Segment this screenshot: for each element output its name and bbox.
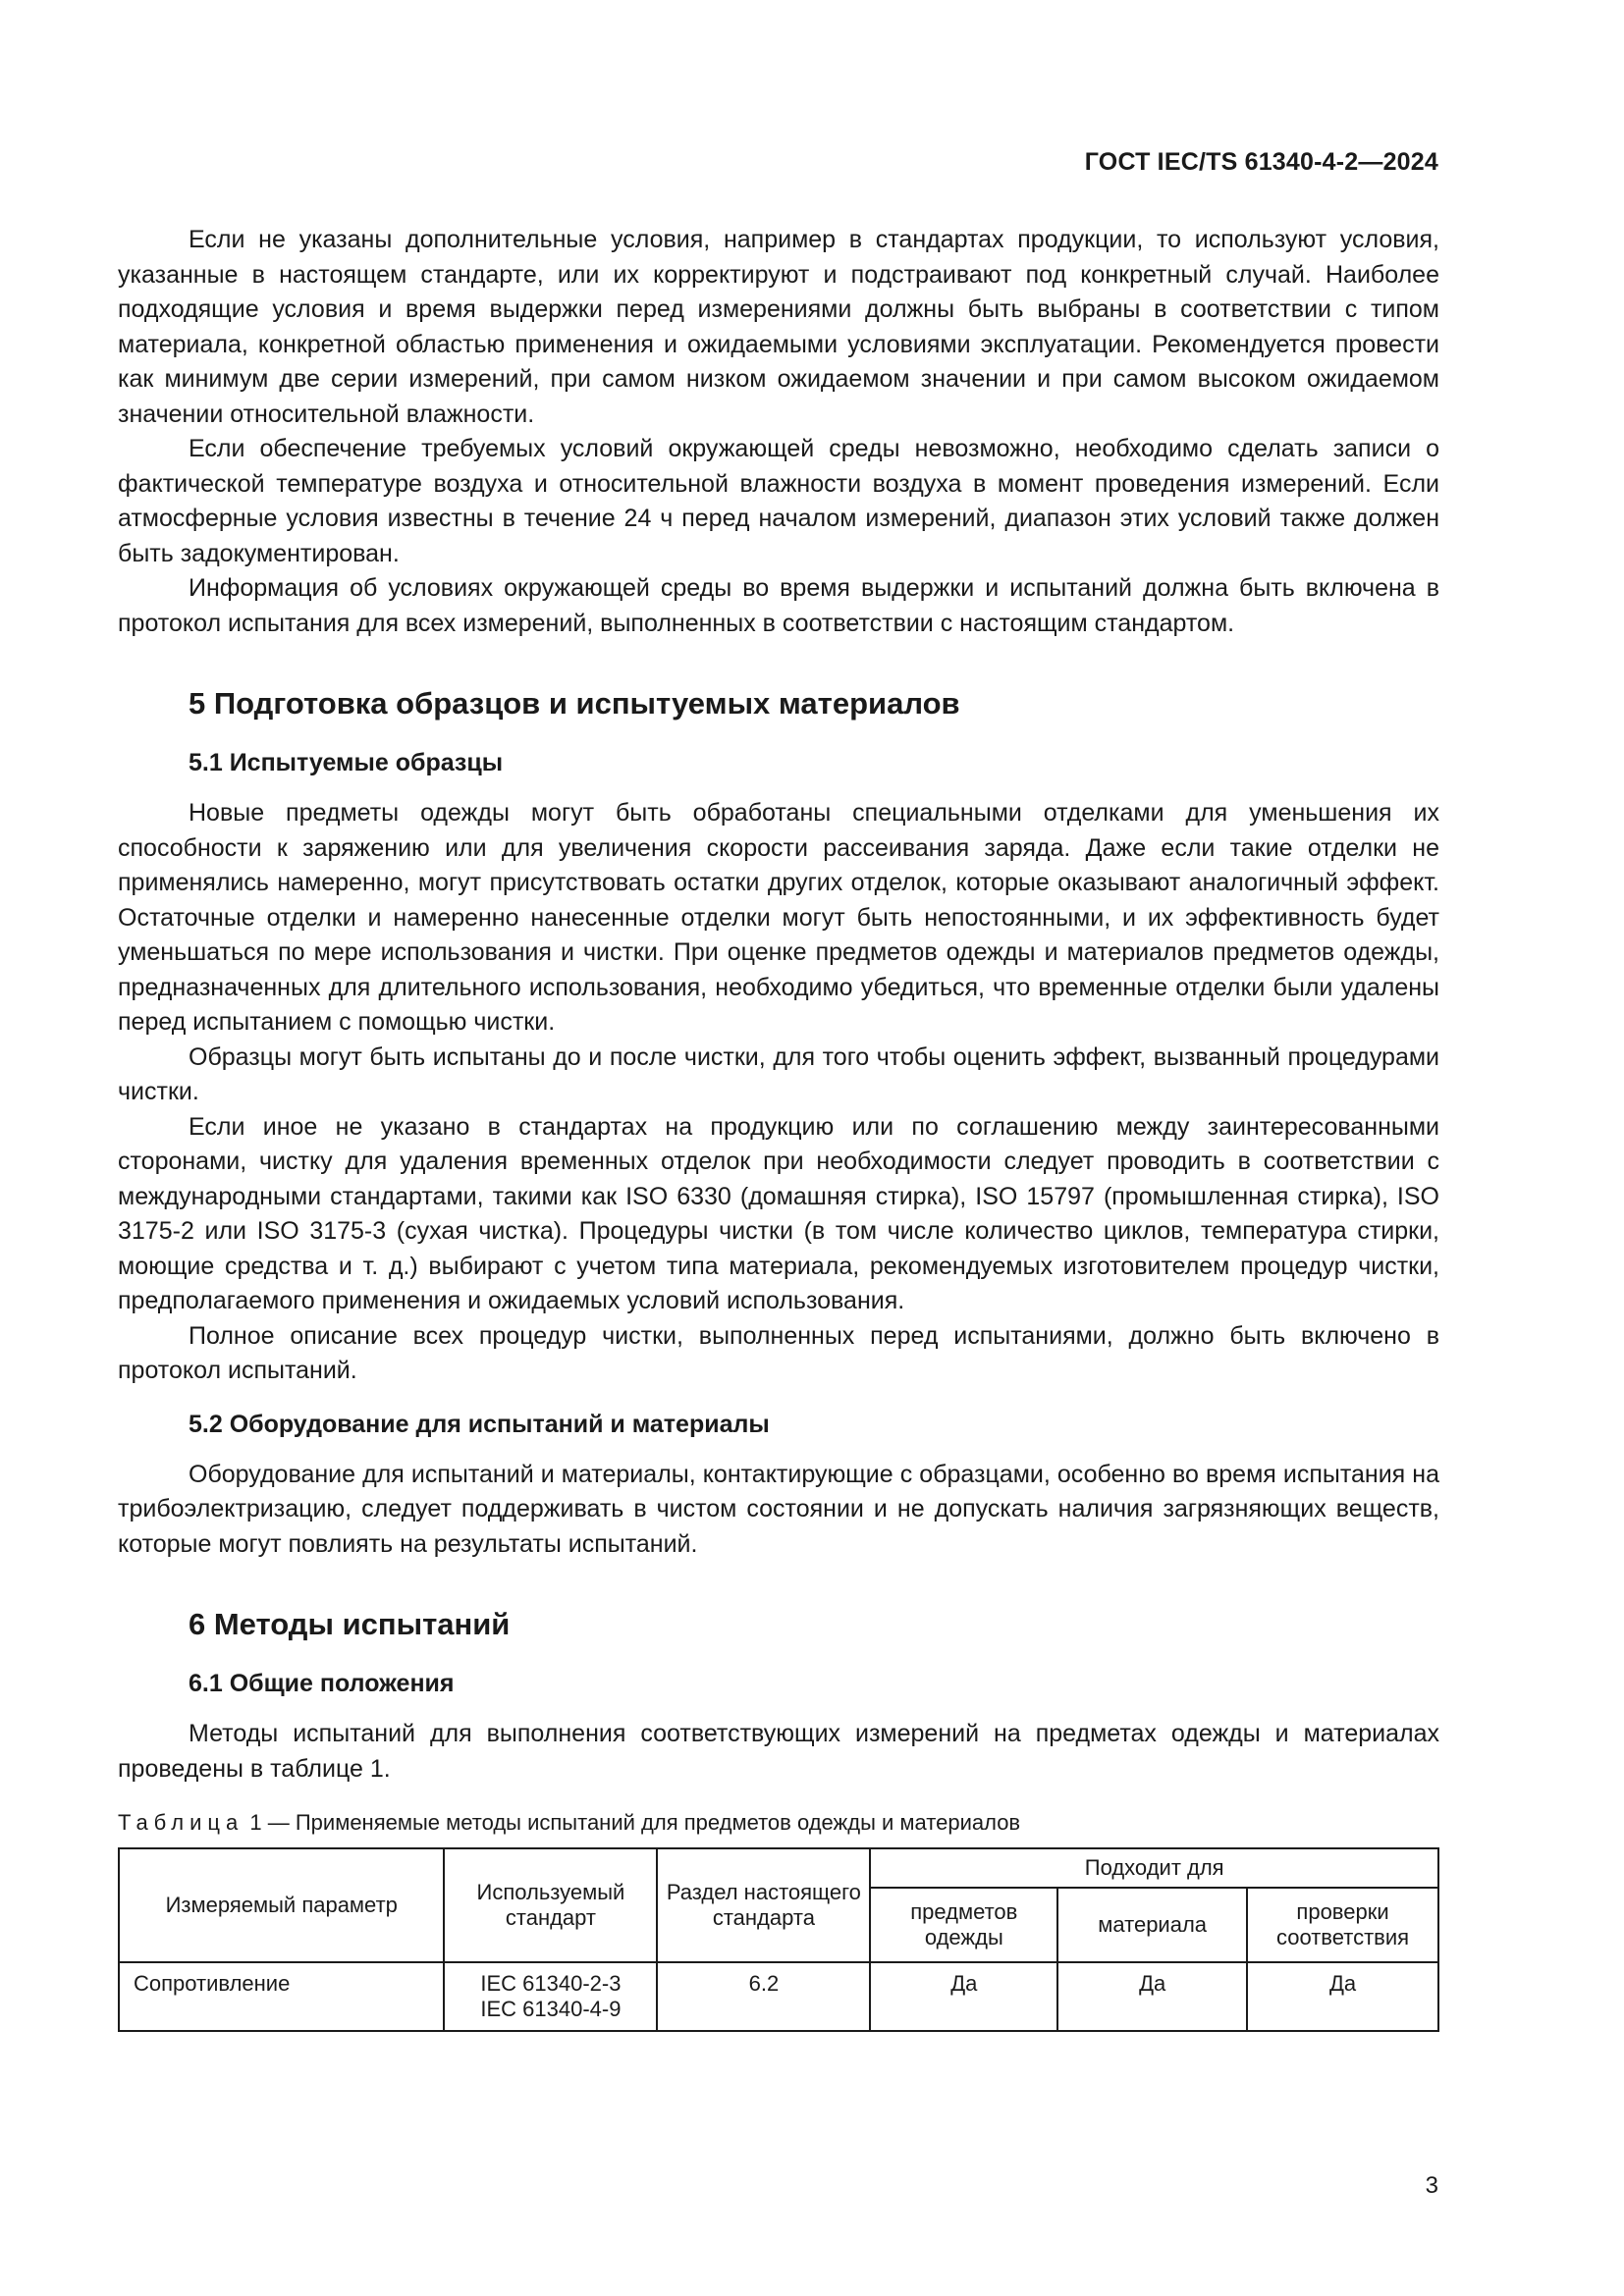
subsection-heading: 5.2 Оборудование для испытаний и материалы bbox=[189, 1410, 770, 1438]
cell-material: Да bbox=[1057, 1962, 1247, 2031]
cell-standard bbox=[444, 1962, 657, 2031]
paragraph: Если не указаны дополнительные условия, например в стандартах продукции, то используют условия, указанные в настоящем стандарте, или их корректируют и подстраивают под конкретный случай. Наиболее подходящие условия и время выдержки перед измерениями должны быть выбраны в соответствии с типом материала, конкретной областью применения и ожидаемыми условиями эксплуатации. Рекомендуется провести как минимум две серии измерений, при самом низком ожидаемом значении и при самом высоком ожидаемом значении относительной влажности. bbox=[118, 226, 1439, 428]
header-compliance: проверки соответствия bbox=[1247, 1888, 1438, 1962]
paragraph: Информация об условиях окружающей среды во время выдержки и испытаний должна быть включена в протокол испытания для всех измерений, выполненных в соответствии с настоящим стандартом. bbox=[118, 574, 1439, 637]
table-row bbox=[119, 1962, 1438, 2031]
document-header: ГОСТ IEC/TS 61340-4-2—2024 bbox=[1084, 148, 1438, 176]
table-caption-label: Таблица bbox=[118, 1810, 244, 1835]
table-caption-text: 1 — Применяемые методы испытаний для предметов одежды и материалов bbox=[249, 1810, 1021, 1835]
cell-standard-line: IEC 61340-2-3 bbox=[480, 1971, 622, 1996]
header-section: Раздел настоящего стандарта bbox=[657, 1848, 870, 1962]
header-garments: предметов одежды bbox=[870, 1888, 1057, 1962]
table-caption bbox=[118, 1808, 1439, 1838]
cell-section: 6.2 bbox=[657, 1962, 870, 2031]
cell-standard-line: IEC 61340-4-9 bbox=[480, 1997, 622, 2021]
paragraph: Оборудование для испытаний и материалы, контактирующие с образцами, особенно во время испытания на трибоэлектризацию, следует поддерживать в чистом состоянии и не допускать наличия загрязняющих веществ, которые могут повлиять на результаты испытаний. bbox=[118, 1460, 1439, 1558]
methods-table bbox=[118, 1847, 1439, 2032]
page-content bbox=[118, 223, 1439, 2032]
page-number: 3 bbox=[1425, 2172, 1438, 2199]
subsection-heading: 5.1 Испытуемые образцы bbox=[189, 749, 504, 776]
cell-param: Сопротивление bbox=[119, 1962, 444, 2031]
paragraph: Полное описание всех процедур чистки, выполненных перед испытаниями, должно быть включено в протокол испытаний. bbox=[118, 1321, 1439, 1384]
subsection-heading: 6.1 Общие положения bbox=[189, 1670, 455, 1697]
paragraph: Образцы могут быть испытаны до и после чистки, для того чтобы оценить эффект, вызванный процедурами чистки. bbox=[118, 1042, 1439, 1105]
section-heading: 5 Подготовка образцов и испытуемых материалов bbox=[189, 686, 960, 721]
header-param: Измеряемый параметр bbox=[119, 1848, 444, 1962]
header-material: материала bbox=[1057, 1888, 1247, 1962]
header-suitable: Подходит для bbox=[870, 1848, 1438, 1888]
paragraph: Если обеспечение требуемых условий окружающей среды невозможно, необходимо сделать записи о фактической температуре воздуха и относительной влажности воздуха в момент проведения измерений. Если атмосферные условия известны в течение 24 ч перед началом измерений, диапазон этих условий также должен быть задокументирован. bbox=[118, 435, 1439, 567]
paragraph: Если иное не указано в стандартах на продукцию или по соглашению между заинтересованными сторонами, чистку для удаления временных отделок при необходимости следует проводить в соответствии с международными стандартами, такими как ISO 6330 (домашняя стирка), ISO 15797 (промышленная стирка), ISO 3175-2 или ISO 3175-3 (сухая чистка). Процедуры чистки (в том числе количество циклов, температура стирки, моющие средства и т. д.) выбирают с учетом типа материала, рекомендуемых изготовителем процедур чистки, предполагаемого применения и ожидаемых условий использования. bbox=[118, 1112, 1439, 1314]
paragraph: Новые предметы одежды могут быть обработаны специальными отделками для уменьшения их способности к заряжению или для увеличения скорости рассеивания заряда. Даже если такие отделки не применялись намеренно, могут присутствовать остатки других отделок, которые оказывают аналогичный эффект. Остаточные отделки и намеренно нанесенные отделки могут быть непостоянными, и их эффективность будет уменьшаться по мере использования и чистки. При оценке предметов одежды и материалов предметов одежды, предназначенных для длительного использования, необходимо убедиться, что временные отделки были удалены перед испытанием с помощью чистки. bbox=[118, 799, 1439, 1036]
cell-compliance: Да bbox=[1247, 1962, 1438, 2031]
cell-garments: Да bbox=[870, 1962, 1057, 2031]
section-heading: 6 Методы испытаний bbox=[189, 1607, 511, 1641]
header-standard: Используемый стандарт bbox=[444, 1848, 657, 1962]
paragraph: Методы испытаний для выполнения соответствующих измерений на предметах одежды и материалах проведены в таблице 1. bbox=[118, 1720, 1439, 1783]
